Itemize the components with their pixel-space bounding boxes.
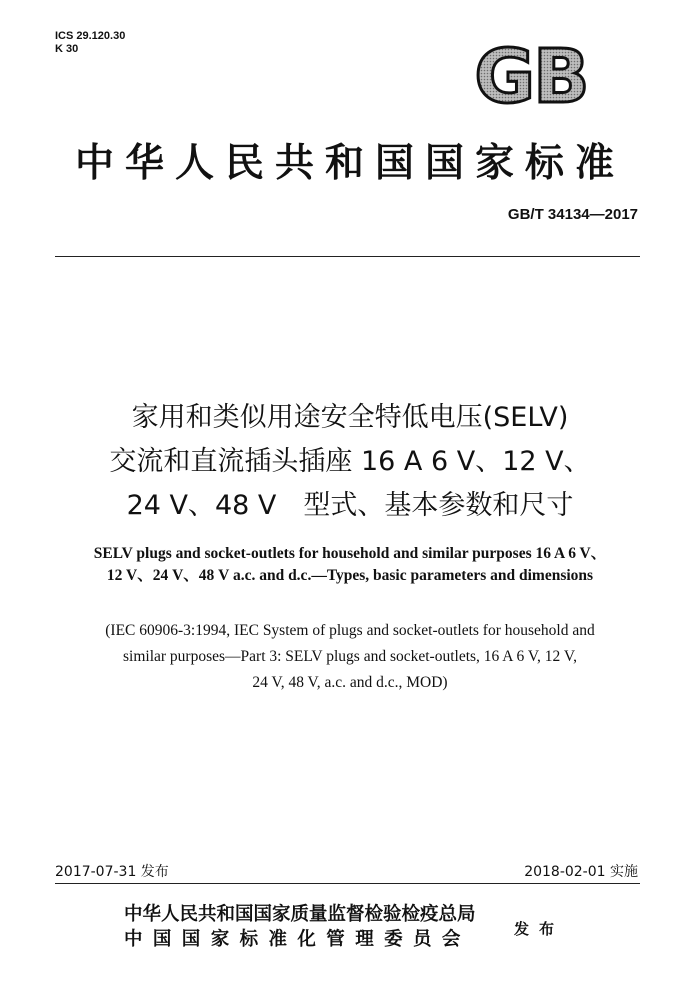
standard-number: GB/T 34134—2017 bbox=[507, 206, 638, 223]
footer-divider bbox=[55, 883, 640, 884]
header-divider bbox=[55, 256, 640, 257]
issuing-authorities bbox=[124, 902, 476, 952]
iec-reference-line-2: similar purposes—Part 3: SELV plugs and socket-outlets, 16 A 6 V, 12 V, bbox=[123, 648, 577, 665]
implementation-date: 2018-02-01 实施 bbox=[524, 864, 638, 880]
chinese-title-line-3: 24 V、48 V 型式、基本参数和尺寸 bbox=[126, 490, 574, 521]
english-title-line-1: SELV plugs and socket-outlets for household and similar purposes 16 A 6 V、 bbox=[93, 545, 607, 562]
classification-codes bbox=[55, 30, 125, 56]
chinese-title-line-1: 家用和类似用途安全特低电压(SELV) bbox=[131, 402, 569, 433]
chinese-title-line-2: 交流和直流插头插座 16 A 6 V、12 V、 bbox=[109, 446, 591, 477]
ics-code: ICS 29.120.30 bbox=[55, 30, 126, 42]
iec-reference-line-1: (IEC 60906-3:1994, IEC System of plugs and socket-outlets for household and bbox=[105, 622, 595, 639]
publish-label: 发布 bbox=[514, 920, 565, 938]
gb-logo bbox=[456, 42, 606, 112]
iec-reference-line-3: 24 V, 48 V, a.c. and d.c., MOD) bbox=[252, 674, 448, 691]
english-title-line-2: 12 V、24 V、48 V a.c. and d.c.—Types, basic parameters and dimensions bbox=[106, 567, 594, 584]
chinese-title bbox=[0, 396, 700, 528]
standard-type-title: 中华人民共和国国家标准 bbox=[74, 141, 625, 186]
svg-text:GB: GB bbox=[474, 42, 588, 112]
english-title bbox=[0, 543, 700, 587]
issuer-line-2: 中国国家标准化管理委员会 bbox=[124, 929, 471, 950]
issue-date: 2017-07-31 发布 bbox=[55, 864, 169, 880]
iec-reference bbox=[0, 618, 700, 696]
issuer-line-1: 中华人民共和国国家质量监督检验检疫总局 bbox=[124, 904, 476, 925]
ccs-code: K 30 bbox=[55, 43, 79, 55]
